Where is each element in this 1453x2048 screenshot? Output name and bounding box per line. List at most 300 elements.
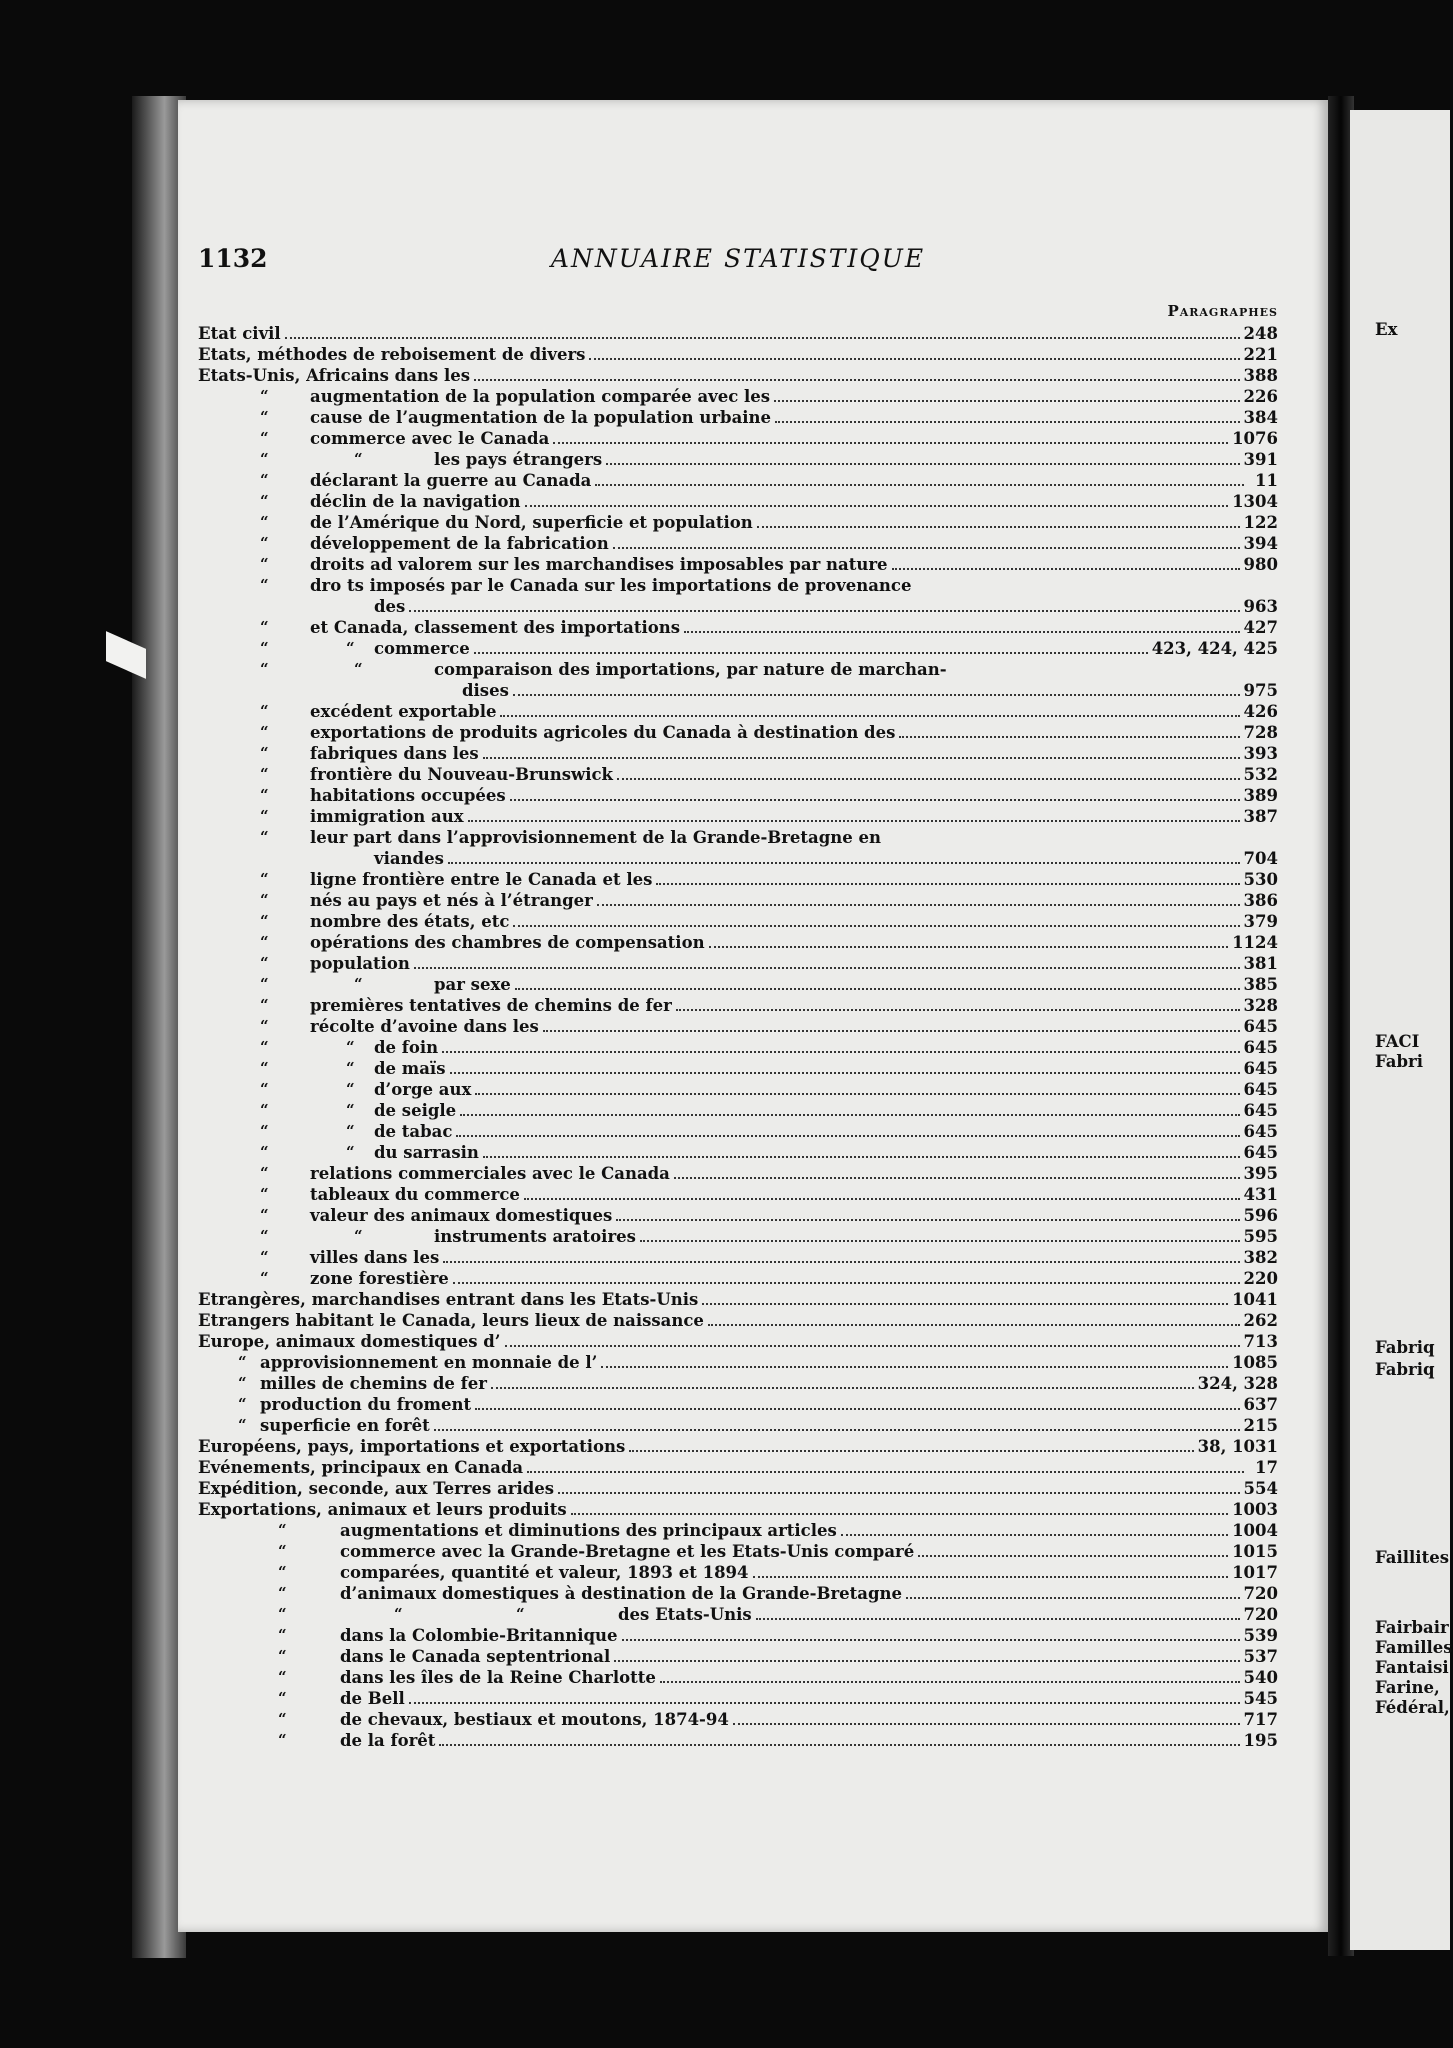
index-list [198,323,1278,1751]
entry-page-ref: 379 [1243,912,1278,931]
entry-text: approvisionnement en monnaie de l’ [260,1353,598,1372]
leader-dots [841,1533,1228,1536]
ditto-mark: “ [260,1248,269,1266]
entry-page-ref: 382 [1243,1248,1278,1267]
index-entry [198,680,1278,701]
leader-dots [656,882,1239,885]
ditto-mark: “ [260,1206,269,1224]
leader-dots [757,525,1240,528]
ditto-mark: “ [278,1605,287,1623]
entry-text: Etats-Unis, Africains dans les [198,366,471,385]
leader-dots [756,1617,1240,1620]
index-entry [198,533,1278,554]
index-entry [198,617,1278,638]
entry-text: comparaison des importations, par nature de marchan- [434,660,947,679]
index-entry [198,1394,1278,1415]
entry-page-ref: 393 [1243,744,1278,763]
index-entry [198,407,1278,428]
page-header [198,244,1278,280]
entry-text: zone forestière [310,1269,449,1288]
entry-page-ref: 388 [1243,366,1278,385]
ditto-mark: “ [260,513,269,531]
entry-text: Etats, méthodes de reboisement de divers [198,345,586,364]
entry-text: milles de chemins de fer [260,1374,487,1393]
ditto-mark: “ [260,639,269,657]
entry-page-ref: 720 [1243,1584,1278,1603]
leader-dots [414,966,1240,969]
index-entry [198,1016,1278,1037]
leader-dots [434,1428,1240,1431]
ditto-mark: “ [260,1101,269,1119]
index-entry [198,785,1278,806]
index-entry [198,1709,1278,1730]
ditto-mark: “ [260,891,269,909]
facing-page-fragment: Ex [1375,320,1398,339]
ditto-mark: “ [260,786,269,804]
leader-dots [500,714,1239,717]
leader-dots [753,1575,1229,1578]
leader-dots [474,651,1148,654]
ditto-mark: “ [260,1038,269,1056]
facing-page-fragment: Faillites [1375,1548,1449,1567]
index-entry [198,1289,1278,1310]
index-entry [198,974,1278,995]
page-number: 1132 [198,244,268,273]
entry-page-ref: 645 [1243,1038,1278,1057]
leader-dots [483,1155,1240,1158]
entry-page-ref: 645 [1243,1017,1278,1036]
facing-page-fragment: Fairbair [1375,1618,1449,1637]
index-entry [198,848,1278,869]
index-entry [198,1268,1278,1289]
entry-text: récolte d’avoine dans les [310,1017,539,1036]
index-entry [198,743,1278,764]
index-entry [198,323,1278,344]
entry-page-ref: 1041 [1232,1290,1278,1309]
index-entry [198,1331,1278,1352]
index-entry [198,995,1278,1016]
index-entry [198,659,1278,680]
entry-text: dans la Colombie-Britannique [340,1626,618,1645]
ditto-mark: “ [260,1059,269,1077]
leader-dots [524,1197,1240,1200]
entry-text: comparées, quantité et valeur, 1893 et 1894 [340,1563,749,1582]
entry-page-ref: 596 [1243,1206,1278,1225]
entry-page-ref: 595 [1243,1227,1278,1246]
leader-dots [527,1470,1244,1473]
entry-text: population [310,954,410,973]
entry-page-ref: 324, 328 [1197,1374,1278,1393]
leader-dots [525,504,1229,507]
ditto-mark: “ [260,1080,269,1098]
index-entry [198,1184,1278,1205]
entry-page-ref: 431 [1243,1185,1278,1204]
entry-text: commerce [374,639,470,658]
index-entry [198,827,1278,848]
index-entry [198,1541,1278,1562]
entry-text: dans le Canada septentrional [340,1647,611,1666]
leader-dots [951,674,1244,675]
entry-page-ref: 530 [1243,870,1278,889]
index-entry [198,1604,1278,1625]
ditto-mark: “ [278,1689,287,1707]
entry-page-ref: 1304 [1232,492,1278,511]
leader-dots [443,1260,1239,1263]
index-entry [198,869,1278,890]
entry-text: Evénements, principaux en Canada [198,1458,524,1477]
index-entry [198,764,1278,785]
index-entry [198,1121,1278,1142]
entry-text: production du froment [260,1395,472,1414]
leader-dots [899,735,1239,738]
leader-dots [885,842,1244,843]
entry-text: commerce avec le Canada [310,429,550,448]
entry-page-ref: 645 [1243,1122,1278,1141]
entry-text: habitations occupées [310,786,506,805]
entry-page-ref: 38, 1031 [1197,1437,1278,1456]
ditto-mark: “ [278,1542,287,1560]
index-entry [198,890,1278,911]
entry-text: de Bell [340,1689,405,1708]
ditto-mark: “ [260,618,269,636]
facing-page-fragment: Fabriq [1375,1338,1435,1357]
leader-dots [513,924,1239,927]
entry-page-ref: 540 [1243,1668,1278,1687]
ditto-mark: “ [260,387,269,405]
index-entry [198,1625,1278,1646]
entry-page-ref: 980 [1243,555,1278,574]
entry-page-ref: 1004 [1232,1521,1278,1540]
ditto-mark: “ [260,828,269,846]
leader-dots [510,798,1240,801]
leader-dots [439,1743,1239,1746]
entry-text: leur part dans l’approvisionnement de la Grande-Bretagne en [310,828,882,847]
ditto-mark: “ [354,975,363,993]
facing-page-fragment: FACI [1375,1032,1420,1051]
entry-text: augmentations et diminutions des principaux articles [340,1521,837,1540]
index-entry [198,386,1278,407]
entry-page-ref: 248 [1243,324,1278,343]
ditto-mark: “ [346,1101,355,1119]
leader-dots [553,441,1228,444]
ditto-mark: “ [278,1521,287,1539]
index-entry [198,1205,1278,1226]
index-entry [198,344,1278,365]
leader-dots [709,945,1228,948]
ditto-mark: “ [260,744,269,762]
entry-text: exportations de produits agricoles du Canada à destination des [310,723,896,742]
ditto-mark: “ [354,660,363,678]
leader-dots [595,483,1244,486]
ditto-mark: “ [260,954,269,972]
index-entry [198,806,1278,827]
leader-dots [543,1029,1240,1032]
entry-page-ref: 423, 424, 425 [1151,639,1278,658]
index-entry [198,596,1278,617]
index-entry [198,512,1278,533]
leader-dots [617,777,1240,780]
ditto-mark: “ [260,1185,269,1203]
leader-dots [515,987,1240,990]
facing-page-fragment: Fédéral, [1375,1698,1450,1717]
entry-text: développement de la fabrication [310,534,609,553]
index-entry [198,1100,1278,1121]
entry-text: Etrangers habitant le Canada, leurs lieux de naissance [198,1311,704,1330]
ditto-mark: “ [238,1395,247,1413]
entry-text: Expédition, seconde, aux Terres arides [198,1479,555,1498]
leader-dots [676,1008,1240,1011]
leader-dots [918,1554,1228,1557]
entry-page-ref: 713 [1243,1332,1278,1351]
leader-dots [474,378,1240,381]
ditto-mark: “ [260,492,269,510]
index-entry [198,575,1278,596]
leader-dots [558,1491,1240,1494]
entry-page-ref: 221 [1243,345,1278,364]
leader-dots [674,1176,1240,1179]
index-entry [198,1730,1278,1751]
ditto-mark: “ [260,1017,269,1035]
index-entry [198,1583,1278,1604]
ditto-mark: “ [278,1647,287,1665]
ditto-mark: “ [260,1164,269,1182]
ditto-mark: “ [260,429,269,447]
leader-dots [442,1050,1239,1053]
entry-page-ref: 645 [1243,1080,1278,1099]
entry-page-ref: 394 [1243,534,1278,553]
entry-page-ref: 195 [1243,1731,1278,1750]
entry-text: droits ad valorem sur les marchandises imposables par nature [310,555,888,574]
ditto-mark: “ [260,576,269,594]
entry-text: cause de l’augmentation de la population urbaine [310,408,772,427]
index-entry [198,722,1278,743]
ditto-mark: “ [346,1080,355,1098]
ditto-mark: “ [278,1584,287,1602]
ditto-mark: “ [346,1038,355,1056]
entry-text: des Etats-Unis [618,1605,752,1624]
leader-dots [475,1092,1239,1095]
entry-page-ref: 391 [1243,450,1278,469]
entry-page-ref: 426 [1243,702,1278,721]
entry-text: du sarrasin [374,1143,479,1162]
ditto-mark: “ [260,912,269,930]
leader-dots [505,1344,1240,1347]
entry-text: tableaux du commerce [310,1185,520,1204]
ditto-mark: “ [238,1374,247,1392]
ditto-mark: “ [260,408,269,426]
leader-dots [597,903,1240,906]
entry-text: déclin de la navigation [310,492,521,511]
entry-text: les pays étrangers [434,450,603,469]
ditto-mark: “ [260,1227,269,1245]
facing-page-fragment: Fabriq [1375,1360,1435,1379]
entry-page-ref: 545 [1243,1689,1278,1708]
ditto-mark: “ [278,1626,287,1644]
entry-page-ref: 963 [1243,597,1278,616]
entry-text: Etat civil [198,324,281,343]
index-entry [198,1079,1278,1100]
leader-dots [513,693,1240,696]
index-entry [198,365,1278,386]
leader-dots [613,546,1240,549]
entry-text: villes dans les [310,1248,440,1267]
entry-text: d’orge aux [374,1080,472,1099]
entry-text: des [374,597,406,616]
ditto-mark: “ [260,471,269,489]
entry-text: ligne frontière entre le Canada et les [310,870,653,889]
ditto-mark: “ [346,639,355,657]
index-entry [198,1352,1278,1373]
leader-dots [589,357,1239,360]
entry-text: opérations des chambres de compensation [310,933,705,952]
ditto-mark: “ [278,1710,287,1728]
entry-text: instruments aratoires [434,1227,636,1246]
entry-page-ref: 220 [1243,1269,1278,1288]
entry-page-ref: 389 [1243,786,1278,805]
index-entry [198,1520,1278,1541]
entry-page-ref: 717 [1243,1710,1278,1729]
entry-text: et Canada, classement des importations [310,618,681,637]
index-entry [198,1436,1278,1457]
index-entry [198,470,1278,491]
ditto-mark: “ [260,765,269,783]
entry-page-ref: 122 [1243,513,1278,532]
index-entry [198,1142,1278,1163]
leader-dots [640,1239,1240,1242]
entry-text: d’animaux domestiques à destination de la Grande-Bretagne [340,1584,902,1603]
leader-dots [460,1113,1239,1116]
facing-page-fragment: Farine, [1375,1678,1440,1697]
entry-page-ref: 537 [1243,1647,1278,1666]
running-title: ANNUAIRE STATISTIQUE [550,244,926,273]
entry-text: de foin [374,1038,439,1057]
index-entry [198,1646,1278,1667]
entry-text: fabriques dans les [310,744,479,763]
entry-text: dises [462,681,509,700]
ditto-mark: “ [238,1416,247,1434]
entry-text: de seigle [374,1101,457,1120]
leader-dots [915,590,1244,591]
leader-dots [571,1512,1228,1515]
entry-text: Europe, animaux domestiques d’ [198,1332,501,1351]
entry-page-ref: 645 [1243,1143,1278,1162]
ditto-mark: “ [260,807,269,825]
entry-page-ref: 539 [1243,1626,1278,1645]
index-entry [198,1499,1278,1520]
entry-text: de chevaux, bestiaux et moutons, 1874-94 [340,1710,729,1729]
entry-page-ref: 385 [1243,975,1278,994]
entry-page-ref: 1017 [1232,1563,1278,1582]
leader-dots [450,1071,1240,1074]
entry-page-ref: 11 [1255,471,1278,490]
index-entry [198,1478,1278,1499]
entry-text: dans les îles de la Reine Charlotte [340,1668,656,1687]
entry-text: superficie en forêt [260,1416,430,1435]
entry-text: Exportations, animaux et leurs produits [198,1500,567,1519]
leader-dots [468,819,1240,822]
entry-text: nombre des états, etc [310,912,510,931]
entry-text: commerce avec la Grande-Bretagne et les Etats-Unis comparé [340,1542,915,1561]
ditto-mark: “ [260,450,269,468]
leader-dots [448,861,1240,864]
entry-page-ref: 381 [1243,954,1278,973]
ditto-mark: “ [346,1122,355,1140]
entry-text: de maïs [374,1059,446,1078]
leader-dots [622,1638,1240,1641]
ditto-mark: “ [346,1143,355,1161]
entry-page-ref: 262 [1243,1311,1278,1330]
entry-text: de la forêt [340,1731,436,1750]
entry-text: nés au pays et nés à l’étranger [310,891,593,910]
index-entry [198,1310,1278,1331]
ditto-mark: “ [354,1227,363,1245]
ditto-mark: “ [238,1353,247,1371]
ditto-mark: “ [260,723,269,741]
index-entry [198,1163,1278,1184]
entry-text: premières tentatives de chemins de fer [310,996,672,1015]
ditto-mark: “ [278,1668,287,1686]
ditto-mark: “ [278,1731,287,1749]
ditto-mark: “ [260,975,269,993]
leader-dots [409,1701,1240,1704]
entry-page-ref: 554 [1243,1479,1278,1498]
ditto-mark: “ [354,450,363,468]
leader-dots [733,1722,1240,1725]
leader-dots [708,1323,1240,1326]
ditto-mark: “ [260,534,269,552]
facing-page-fragment: Familles [1375,1638,1453,1657]
leader-dots [453,1281,1240,1284]
entry-page-ref: 645 [1243,1101,1278,1120]
entry-page-ref: 1003 [1232,1500,1278,1519]
entry-text: déclarant la guerre au Canada [310,471,592,490]
ditto-mark: “ [516,1605,525,1623]
leader-dots [456,1134,1239,1137]
leader-dots [491,1386,1194,1389]
index-entry [198,1247,1278,1268]
leader-dots [906,1596,1240,1599]
entry-page-ref: 17 [1255,1458,1278,1477]
leader-dots [483,756,1240,759]
index-entry [198,1415,1278,1436]
facing-page-fragment: Fabri [1375,1052,1424,1071]
leader-dots [684,630,1240,633]
index-entry [198,1688,1278,1709]
index-entry [198,932,1278,953]
index-entry [198,1562,1278,1583]
index-entry [198,428,1278,449]
facing-page-fragment: Fantaisi [1375,1658,1449,1677]
index-entry [198,953,1278,974]
entry-page-ref: 395 [1243,1164,1278,1183]
leader-dots [601,1365,1228,1368]
ditto-mark: “ [260,870,269,888]
leader-dots [775,420,1240,423]
leader-dots [409,609,1239,612]
entry-text: frontière du Nouveau-Brunswick [310,765,613,784]
ditto-mark: “ [260,660,269,678]
leader-dots [660,1680,1240,1683]
index-entry [198,1373,1278,1394]
entry-page-ref: 1085 [1232,1353,1278,1372]
entry-text: excédent exportable [310,702,497,721]
entry-page-ref: 645 [1243,1059,1278,1078]
entry-text: augmentation de la population comparée avec les [310,387,771,406]
ditto-mark: “ [278,1563,287,1581]
entry-page-ref: 704 [1243,849,1278,868]
entry-page-ref: 1076 [1232,429,1278,448]
leader-dots [475,1407,1239,1410]
